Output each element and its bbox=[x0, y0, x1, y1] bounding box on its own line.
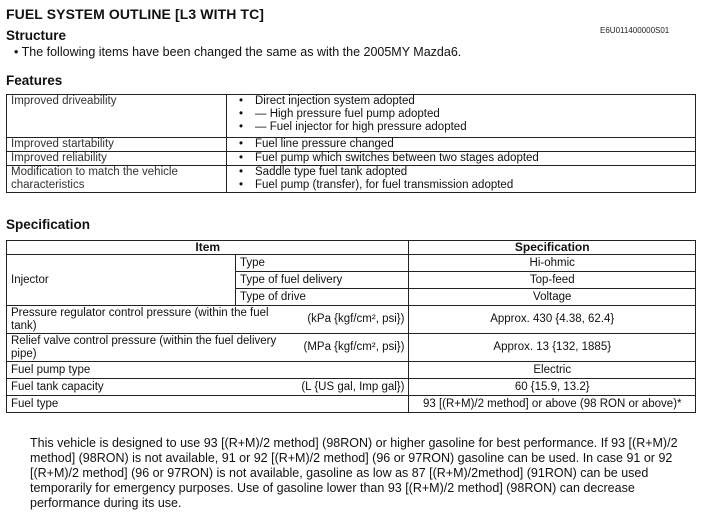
table-row bbox=[7, 152, 696, 166]
list-item: • — High pressure fuel pump adopted bbox=[239, 108, 691, 121]
table-row bbox=[7, 334, 696, 362]
spec-item-label: Fuel pump type bbox=[7, 362, 409, 379]
spec-value: Approx. 430 {4.38, 62.4} bbox=[409, 306, 696, 334]
table-row bbox=[7, 396, 696, 413]
spec-value: Voltage bbox=[409, 289, 696, 306]
spec-item-label: Fuel type bbox=[7, 396, 409, 413]
page-title: FUEL SYSTEM OUTLINE [L3 WITH TC] bbox=[6, 6, 265, 22]
table-row bbox=[7, 95, 696, 138]
spec-unit: (MPa {kgf/cm², psi}) bbox=[303, 341, 405, 353]
table-header-row bbox=[7, 241, 696, 255]
spec-value: 93 [(R+M)/2 method] or above (98 RON or above)* bbox=[409, 396, 696, 413]
spec-value: 60 {15.9, 13.2} bbox=[409, 379, 696, 396]
list-item: • Fuel line pressure changed bbox=[239, 138, 691, 151]
specification-table bbox=[6, 240, 696, 413]
spec-value: Hi-ohmic bbox=[409, 255, 696, 272]
feature-detail bbox=[227, 152, 696, 166]
table-row bbox=[7, 255, 696, 272]
spec-item-label bbox=[7, 306, 409, 334]
fuel-note: This vehicle is designed to use 93 [(R+M)/2 method] (98RON) or higher gasoline for best performance. If 93 [(R+M)/2 method] (98RON) is not available, 91 or 92 [(R+M)/2 method] (96 or 97RON) gasoline can be used. In case 91 or 92 [(R+M)/2 method] (96 or 97RON) is not available, gasoline as low as 87 [(R+M)/2method] (91RON) can be used temporarily for emergency purposes. Use of gasoline lower than 93 [(R+M)/2 method] (98RON) can decrease performance during its use. bbox=[30, 436, 678, 510]
feature-label: Improved startability bbox=[7, 138, 227, 152]
spec-value: Electric bbox=[409, 362, 696, 379]
spec-item-label bbox=[7, 379, 409, 396]
features-heading: Features bbox=[6, 73, 63, 88]
list-item: • Saddle type fuel tank adopted bbox=[239, 166, 691, 179]
table-row bbox=[7, 379, 696, 396]
structure-bullet: • The following items have been changed the same as with the 2005MY Mazda6. bbox=[14, 45, 462, 59]
table-row bbox=[7, 362, 696, 379]
spec-subitem: Type of drive bbox=[236, 289, 409, 306]
feature-label: Improved driveability bbox=[7, 95, 227, 138]
features-table bbox=[6, 94, 696, 193]
spec-item-label: Injector bbox=[7, 255, 236, 306]
spec-subitem: Type bbox=[236, 255, 409, 272]
document-id: E6U011400000S01 bbox=[600, 26, 670, 35]
list-item: • — Fuel injector for high pressure adopted bbox=[239, 121, 691, 134]
table-row bbox=[7, 306, 696, 334]
table-row bbox=[7, 166, 696, 193]
feature-detail bbox=[227, 166, 696, 193]
table-row bbox=[7, 138, 696, 152]
feature-label: Improved reliability bbox=[7, 152, 227, 166]
spec-unit: (L {US gal, Imp gal}) bbox=[301, 381, 405, 393]
spec-value: Top-feed bbox=[409, 272, 696, 289]
spec-label-text: Fuel tank capacity bbox=[11, 380, 104, 393]
specification-heading: Specification bbox=[6, 217, 91, 232]
list-item: • Fuel pump (transfer), for fuel transmission adopted bbox=[239, 179, 691, 192]
spec-unit: (kPa {kgf/cm², psi}) bbox=[307, 313, 405, 325]
column-header-specification: Specification bbox=[409, 241, 696, 255]
list-item: • Fuel pump which switches between two stages adopted bbox=[239, 152, 691, 165]
spec-label-text: Pressure regulator control pressure (within the fuel tank) bbox=[11, 306, 269, 332]
feature-detail bbox=[227, 138, 696, 152]
spec-subitem: Type of fuel delivery bbox=[236, 272, 409, 289]
spec-item-label bbox=[7, 334, 409, 362]
spec-value: Approx. 13 {132, 1885} bbox=[409, 334, 696, 362]
feature-detail bbox=[227, 95, 696, 138]
spec-label-text: Relief valve control pressure (within the fuel delivery pipe) bbox=[11, 334, 277, 360]
column-header-item: Item bbox=[7, 241, 409, 255]
structure-heading: Structure bbox=[6, 28, 67, 43]
feature-label: Modification to match the vehicle characteristics bbox=[7, 166, 227, 193]
list-item: • Direct injection system adopted bbox=[239, 95, 691, 108]
